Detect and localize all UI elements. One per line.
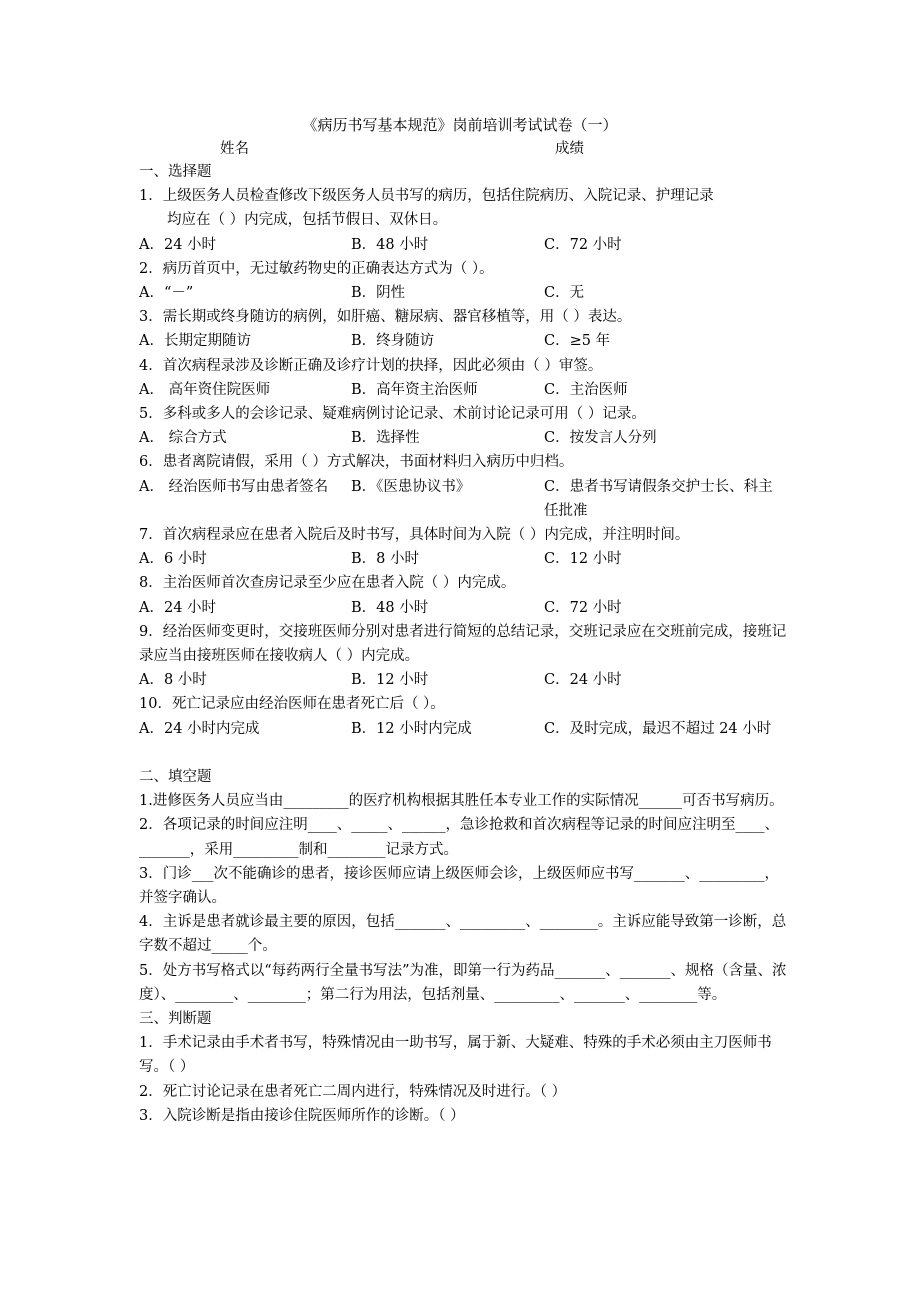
section-heading-judge: 三、判断题 xyxy=(139,1010,212,1027)
option-a: A．长期定期随访 xyxy=(139,333,251,350)
option-c: C．≥5 年 xyxy=(544,333,611,350)
option-c: C．按发言人分列 xyxy=(544,430,657,447)
fill-item-1: 1.进修医务人员应当由_________的医疗机构根据其胜任本专业工作的实际情况______可否书写病历。 xyxy=(139,793,784,810)
option-c: C．无 xyxy=(544,285,585,301)
option-a: A． 综合方式 xyxy=(139,430,227,447)
option-b: B．《医患协议书》 xyxy=(351,478,471,495)
question-4-options xyxy=(139,378,787,402)
option-b: B．终身随访 xyxy=(351,333,435,350)
question-9-options xyxy=(139,668,787,692)
option-b: B．12 小时内完成 xyxy=(351,720,472,737)
option-c: C．主治医师 xyxy=(544,381,628,398)
exam-content xyxy=(139,160,787,1128)
exam-title: 《病历书写基本规范》岗前培训考试试卷（一） xyxy=(302,116,618,134)
question-3: 3．需长期或终身随访的病例，如肝癌、糖尿病、器官移植等，用（ ）表达。 xyxy=(139,309,632,326)
option-c: C．12 小时 xyxy=(544,551,622,568)
name-label: 姓名 xyxy=(220,141,249,157)
question-4: 4．首次病程录涉及诊断正确及诊疗计划的抉择，因此必须由（ ）审签。 xyxy=(139,357,603,374)
question-10: 10．死亡记录应由经治医师在患者死亡后（ ）。 xyxy=(139,696,445,713)
question-6: 6．患者离院请假，采用（ ）方式解决，书面材料归入病历中归档。 xyxy=(139,454,574,471)
option-b: B．12 小时 xyxy=(351,672,429,689)
option-c: C．及时完成，最迟不超过 24 小时 xyxy=(544,720,772,737)
option-a: A．8 小时 xyxy=(139,672,207,689)
fill-item-3: 3．门诊___次不能确诊的患者，接诊医师应请上级医师会诊，上级医师应书写_______、_________，并签字确认。 xyxy=(139,865,779,906)
option-b: B．48 小时 xyxy=(351,599,429,616)
question-6-options xyxy=(139,475,787,523)
question-7: 7．首次病程录应在患者入院后及时书写，具体时间为入院（ ）内完成，并注明时间。 xyxy=(139,526,690,543)
question-7-options xyxy=(139,547,787,571)
option-c: C．72 小时 xyxy=(544,236,622,253)
option-a: A． 高年资住院医师 xyxy=(139,381,271,398)
question-3-options xyxy=(139,329,787,353)
option-a: A．“－” xyxy=(139,285,194,301)
question-1-line1: 1．上级医务人员检查修改下级医务人员书写的病历，包括住院病历、入院记录、护理记录 xyxy=(139,188,714,205)
option-b: B．阴性 xyxy=(351,285,406,301)
name-score-row xyxy=(0,137,920,161)
question-5: 5．多科或多人的会诊记录、疑难病例讨论记录、术前讨论记录可用（ ）记录。 xyxy=(139,405,646,422)
fill-item-5: 5．处方书写格式以“每药两行全量书写法”为准，即第一行为药品_______、_______、规格（含量、浓度）、________、________；第二行为用法，包括剂量、_________、_______、________等。 xyxy=(139,962,787,1003)
question-2-options xyxy=(139,281,787,305)
option-a: A．24 小时 xyxy=(139,599,217,616)
question-9: 9．经治医师变更时，交接班医师分别对患者进行简短的总结记录，交班记录应在交班前完成，接班记录应当由接班医师在接收病人（ ）内完成。 xyxy=(139,623,787,664)
option-a: A．24 小时 xyxy=(139,236,217,253)
option-b: B．48 小时 xyxy=(351,236,429,253)
option-a: A．6 小时 xyxy=(139,551,207,568)
option-c: C．患者书写请假条交护士长、科主任批准 xyxy=(544,478,773,519)
option-b: B．高年资主治医师 xyxy=(351,381,478,398)
question-1-line2: 均应在（ ）内完成，包括节假日、双休日。 xyxy=(167,212,448,229)
question-1-options xyxy=(139,233,787,257)
question-10-options xyxy=(139,717,787,765)
fill-item-2: 2．各项记录的时间应注明____、_____、______，急诊抢救和首次病程等记录的时间应注明至____、_______，采用_________制和________记录方式。 xyxy=(139,817,779,858)
question-5-options xyxy=(139,426,787,450)
judge-item-3: 3．入院诊断是指由接诊住院医师所作的诊断。（ ） xyxy=(139,1107,465,1124)
question-8: 8．主治医师首次查房记录至少应在患者入院（ ）内完成。 xyxy=(139,575,516,592)
option-b: B．选择性 xyxy=(351,430,420,447)
judge-item-2: 2．死亡讨论记录在患者死亡二周内进行，特殊情况及时进行。（ ） xyxy=(139,1083,567,1100)
option-a: A． 经治医师书写由患者签名 xyxy=(139,478,329,495)
section-heading-fill: 二、填空题 xyxy=(139,768,212,785)
fill-item-4: 4．主诉是患者就诊最主要的原因，包括_______、_________、________。主诉应能导致第一诊断，总字数不超过_____个。 xyxy=(139,914,787,955)
option-a: A．24 小时内完成 xyxy=(139,720,260,737)
judge-item-1: 1．手术记录由手术者书写，特殊情况由一助书写，属于新、大疑难、特殊的手术必须由主刀医师书写。（ ） xyxy=(139,1035,772,1076)
question-8-options xyxy=(139,596,787,620)
section-heading-choice: 一、选择题 xyxy=(139,164,212,180)
option-c: C．72 小时 xyxy=(544,599,622,616)
option-c: C．24 小时 xyxy=(544,672,622,689)
score-label: 成绩 xyxy=(555,141,584,157)
question-2: 2．病历首页中，无过敏药物史的正确表达方式为（ ）。 xyxy=(139,260,494,277)
option-b: B．8 小时 xyxy=(351,551,419,568)
